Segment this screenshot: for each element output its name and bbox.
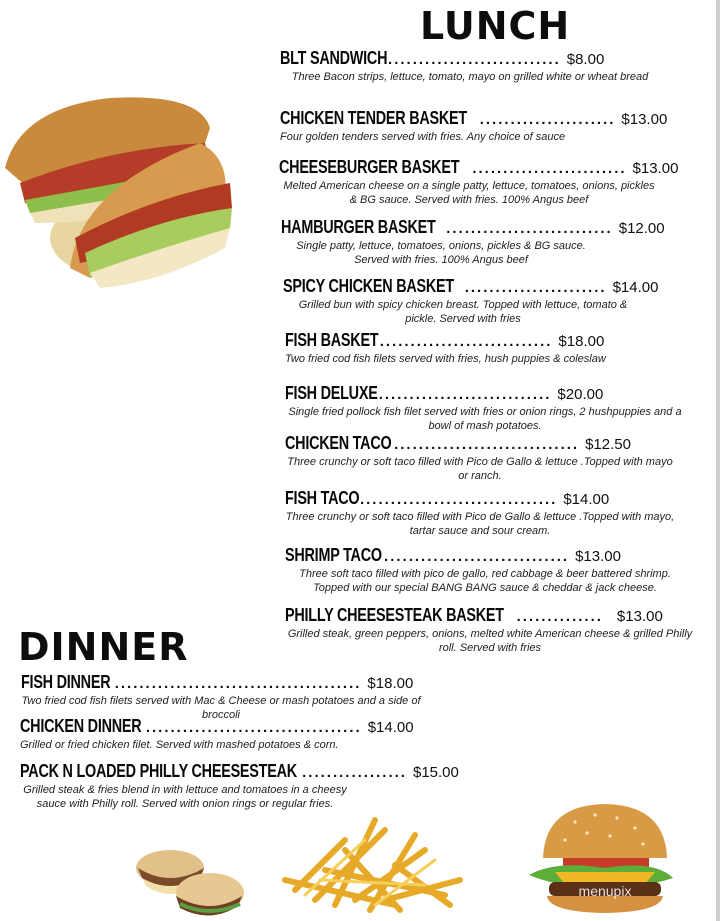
- menu-item: [285, 488, 685, 538]
- menu-item: [283, 276, 683, 326]
- item-description: Four golden tenders served with fries. Any choice of sauce: [280, 131, 566, 143]
- item-description: Grilled bun with spicy chicken breast. Topped with lettuce, tomato & pickle. Served with fries: [298, 299, 628, 325]
- item-price: $13.00: [621, 111, 668, 128]
- item-price: $8.00: [566, 51, 605, 68]
- leader-dots: ............................: [379, 333, 553, 350]
- leader-dots: ..............................: [384, 548, 570, 565]
- item-description: Single patty, lettuce, tomatoes, onions, pickles & BG sauce. Served with fries. 100% Angus beef: [296, 240, 586, 266]
- item-description: Three crunchy or soft taco filled with Pico de Gallo & lettuce .Topped with mayo, tartar sauce and sour cream.: [285, 511, 675, 537]
- leader-dots: ...........................: [446, 220, 613, 237]
- item-price: $14.00: [612, 279, 659, 296]
- item-description: Two fried cod fish filets served with fries, hush puppies & coleslaw: [285, 353, 606, 365]
- item-price: $12.50: [585, 436, 631, 453]
- menu-item: [285, 433, 685, 483]
- item-price: $14.00: [563, 491, 610, 508]
- item-description: Two fried cod fish filets served with Mac & Cheese or mash potatoes and a side of broccoli: [21, 695, 421, 721]
- item-name: SPICY CHICKEN BASKET: [283, 276, 454, 296]
- menu-item: [285, 605, 705, 655]
- dinner-heading: DINNER: [18, 625, 189, 669]
- item-name: SHRIMP TACO: [285, 545, 382, 565]
- item-price: $13.00: [616, 608, 663, 625]
- item-description: Three crunchy or soft taco filled with Pico de Gallo & lettuce .Topped with mayo or ranch.: [287, 456, 673, 482]
- item-price: $20.00: [557, 386, 604, 403]
- menu-item: [281, 217, 681, 267]
- menu-item: [20, 716, 480, 752]
- leader-dots: .................: [302, 764, 407, 781]
- item-price: $14.00: [367, 719, 414, 736]
- menu-item: [285, 330, 665, 366]
- leader-dots: .......................: [464, 279, 607, 296]
- item-name: CHICKEN TACO: [285, 433, 392, 453]
- item-name: CHEESEBURGER BASKET: [279, 157, 460, 177]
- item-description: Three Bacon strips, lettuce, tomato, mayo on grilled white or wheat bread: [291, 71, 649, 83]
- menupix-watermark: menupix: [578, 883, 632, 899]
- item-price: $13.00: [575, 548, 621, 565]
- menu-item: [285, 383, 685, 433]
- item-price: $15.00: [412, 764, 459, 781]
- menu-item: [280, 48, 660, 84]
- leader-dots: ................................: [359, 491, 558, 508]
- leader-dots: ..............: [516, 608, 603, 625]
- menu-item: [280, 108, 670, 144]
- item-price: $18.00: [558, 333, 605, 350]
- menu-item: [279, 157, 679, 207]
- item-name: FISH DINNER: [21, 672, 111, 692]
- item-description: Grilled steak, green peppers, onions, melted white American cheese & grilled Philly roll. Served with fries: [287, 628, 693, 654]
- item-description: Grilled steak & fries blend in with lettuce and tomatoes in a cheesy sauce with Philly roll. Served with onion rings or regular fries.: [23, 784, 347, 810]
- item-price: $12.00: [618, 220, 665, 237]
- item-name: CHICKEN DINNER: [20, 716, 142, 736]
- menu-item: [21, 672, 481, 722]
- leader-dots: ............................: [378, 386, 552, 403]
- item-name: CHICKEN TENDER BASKET: [280, 108, 467, 128]
- item-description: Melted American cheese on a single patty, lettuce, tomatoes, onions, pickles & BG sauce. Served with fries. 100% Angus beef: [283, 180, 655, 206]
- leader-dots: ........................................: [114, 675, 362, 692]
- cheeseburger-image: [525, 800, 675, 915]
- philly-sandwich-image: [130, 838, 245, 921]
- page-edge: [716, 0, 720, 921]
- leader-dots: .........................: [472, 160, 627, 177]
- item-price: $13.00: [632, 160, 679, 177]
- item-description: Single fried pollock fish filet served with fries or onion rings, 2 hushpuppies and a bowl of mash potatoes.: [288, 406, 682, 432]
- fries-image: [275, 810, 470, 915]
- item-name: HAMBURGER BASKET: [281, 217, 436, 237]
- item-name: FISH DELUXE: [285, 383, 378, 403]
- item-name: FISH BASKET: [285, 330, 379, 350]
- leader-dots: ...................................: [145, 719, 362, 736]
- lunch-heading: LUNCH: [420, 4, 571, 48]
- blt-sandwich-image: [0, 88, 240, 288]
- item-name: PACK N LOADED PHILLY CHEESESTEAK: [20, 761, 297, 781]
- item-name: BLT SANDWICH: [280, 48, 388, 68]
- item-description: Grilled or fried chicken filet. Served with mashed potatoes & corn.: [20, 739, 339, 751]
- leader-dots: ..............................: [394, 436, 580, 453]
- item-description: Three soft taco filled with pico de gallo, red cabbage & beer battered shrimp. Topped with our special BANG BANG sauce & cheddar & jack cheese.: [299, 568, 671, 594]
- menu-item: [285, 545, 705, 595]
- leader-dots: ............................: [388, 51, 561, 68]
- item-price: $18.00: [367, 675, 414, 692]
- menu-item: [20, 761, 480, 811]
- item-name: FISH TACO: [285, 488, 360, 508]
- leader-dots: ......................: [479, 111, 616, 128]
- item-name: PHILLY CHEESESTEAK BASKET: [285, 605, 504, 625]
